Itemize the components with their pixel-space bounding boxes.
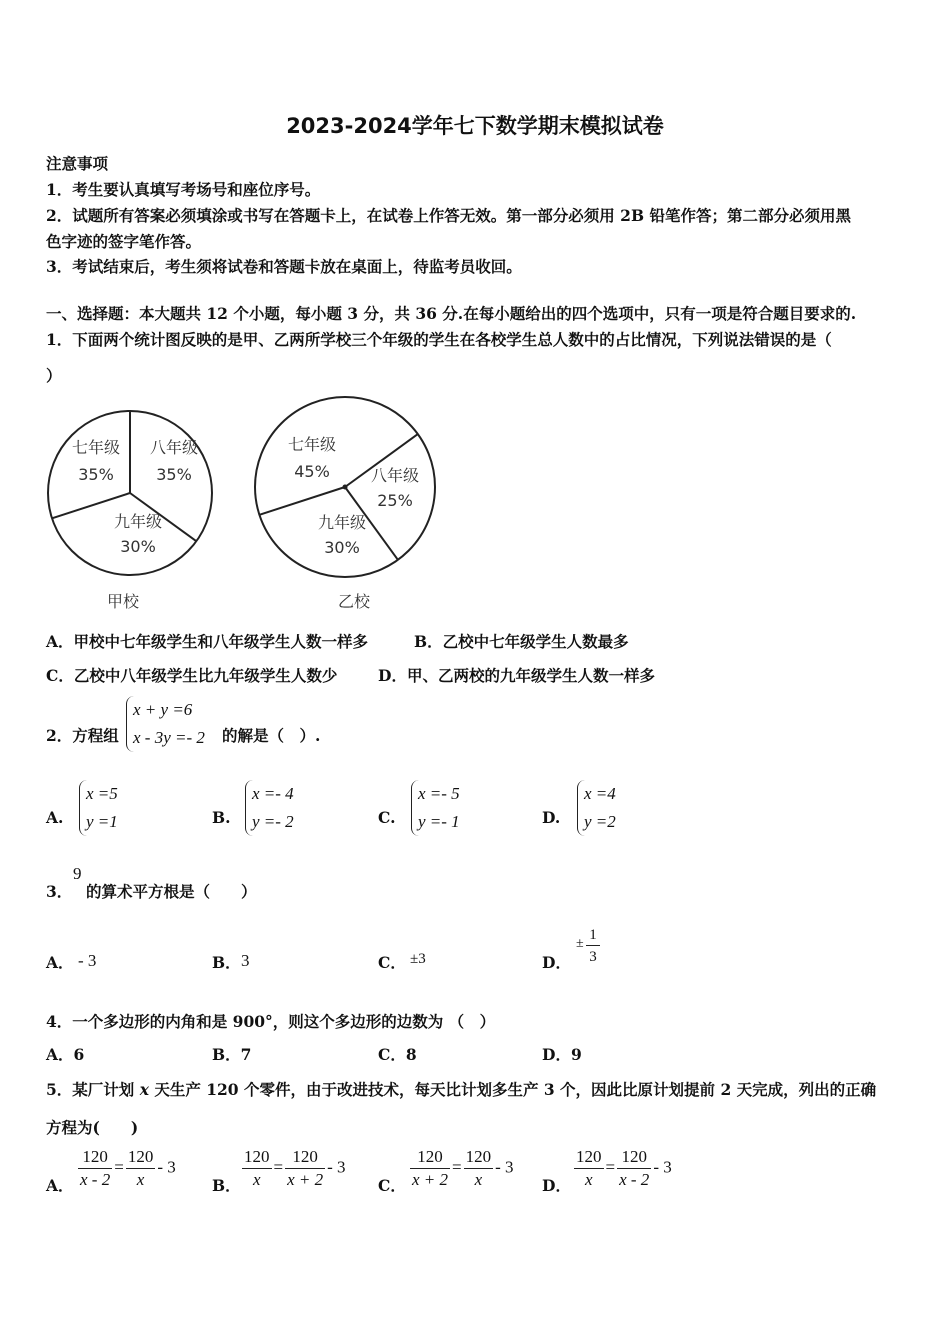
- q5-d-left-num: 120: [574, 1146, 604, 1169]
- q2-option-a: [79, 780, 118, 836]
- q2-option-a-x: x =5: [86, 784, 118, 803]
- q1-stem: 1．下面两个统计图反映的是甲、乙两所学校三个年级的学生在各校学生总人数中的占比情况，下列说法错误的是（: [46, 330, 832, 349]
- q1-option-c: C．乙校中八年级学生比九年级学生人数少: [46, 666, 338, 685]
- pie-b-label-grade7: 七年级: [287, 435, 337, 454]
- pie-b-title: 乙校: [337, 592, 371, 611]
- q5-option-c: $\frac{120}{x + 2}$ = $\frac{120}{x}$ - 3: [412, 1147, 514, 1189]
- q5-d-left-den: x: [584, 1170, 593, 1189]
- q5-c-left-den: x + 2: [412, 1170, 449, 1189]
- q5-a-tail: - 3: [157, 1157, 176, 1177]
- q2-label-a: A.: [46, 808, 64, 827]
- q5-stem-variable: x: [139, 1080, 149, 1099]
- q3-option-c: ±3: [410, 951, 426, 967]
- q4-option-d: D．9: [542, 1045, 582, 1064]
- q2-label-d: D.: [542, 808, 561, 827]
- notice-item-1: 1．考生要认真填写考场号和座位序号。: [46, 180, 321, 199]
- q5-d-tail: - 3: [653, 1157, 672, 1177]
- q3-option-a: - 3: [78, 951, 97, 970]
- q2-eq1: x + y =6: [133, 700, 193, 719]
- pie-a-value-grade9: 30%: [120, 537, 156, 556]
- q1-option-b: B．乙校中七年级学生人数最多: [414, 632, 629, 651]
- q5-d-right-num: 120: [617, 1146, 651, 1169]
- q3-suffix: 的算术平方根是（ ）: [86, 882, 257, 901]
- pie-a-label-grade9: 九年级: [113, 512, 163, 531]
- q5-option-a: $\frac{120}{x - 2}$ = $\frac{120}{x}$ - 3: [80, 1147, 176, 1189]
- q3-option-b: 3: [241, 951, 250, 970]
- q3-label-c: C．: [378, 953, 406, 972]
- q5-d-right-den: x - 2: [619, 1170, 650, 1189]
- q4-option-c: C．8: [378, 1045, 417, 1064]
- q5-stem-part2: 天生产 120 个零件，由于改进技术，每天比计划多生产 3 个，因此比原计划提前 2 天完成，列出的正确: [148, 1080, 877, 1099]
- q5-stem: [46, 1078, 876, 1100]
- q2-eq2: x - 3y =- 2: [133, 728, 205, 747]
- q1-stem-close: ）: [46, 366, 62, 385]
- pie-a-value-grade7: 35%: [78, 465, 114, 484]
- q4-option-a: A．6: [46, 1045, 85, 1064]
- q2-option-b-x: x =- 4: [252, 784, 294, 803]
- q2-option-d-x: x =4: [584, 784, 616, 803]
- q2-option-c-y: y =- 1: [418, 812, 460, 831]
- q2-option-c-x: x =- 5: [418, 784, 460, 803]
- pie-b-divider-3: [259, 487, 345, 515]
- q2-prefix: 2．方程组: [46, 726, 119, 745]
- q5-a-left-num: 120: [78, 1146, 112, 1169]
- page-title: 2023-2024学年七下数学期末模拟试卷: [286, 114, 664, 138]
- pie-a-label-grade8: 八年级: [149, 438, 199, 457]
- pie-b-value-grade9: 30%: [324, 538, 360, 557]
- q5-stem-part1: 5．某厂计划: [46, 1080, 140, 1099]
- q3-option-d-fraction: [586, 925, 600, 968]
- pie-b-label-grade8: 八年级: [370, 466, 420, 485]
- q5-option-b: $\frac{120}{x}$ = $\frac{120}{x + 2}$ - 3: [244, 1147, 346, 1189]
- section-heading: 一、选择题：本大题共 12 个小题，每小题 3 分，共 36 分.在每小题给出的四个选项中，只有一项是符合题目要求的.: [46, 304, 857, 323]
- q5-label-d: D．: [542, 1176, 571, 1195]
- notice-item-3: 3．考试结束后，考生须将试卷和答题卡放在桌面上，待监考员收回。: [46, 257, 522, 276]
- q5-a-right-den: x: [136, 1170, 145, 1189]
- pie-a-label-grade7: 七年级: [71, 438, 121, 457]
- q3-label-d: D．: [542, 953, 571, 972]
- q2-label-c: C.: [378, 808, 396, 827]
- q3-prefix: 3．: [46, 882, 73, 901]
- q2-system: [126, 696, 205, 752]
- q5-c-tail: - 3: [495, 1157, 514, 1177]
- q2-option-b: [245, 780, 294, 836]
- q5-a-right-num: 120: [126, 1146, 156, 1169]
- pie-b-label-grade9: 九年级: [317, 513, 367, 532]
- q2-option-b-y: y =- 2: [252, 812, 294, 831]
- q5-b-tail: - 3: [327, 1157, 346, 1177]
- notice-item-2: 2．试题所有答案必须填涂或书写在答题卡上，在试卷上作答无效。第一部分必须用 2B 铅笔作答；第二部分必须用黑: [46, 206, 851, 225]
- pie-a-title: 甲校: [106, 592, 140, 611]
- q4-stem: 4．一个多边形的内角和是 900°，则这个多边形的边数为 （ ）: [46, 1012, 496, 1031]
- q3-label-a: A．: [46, 953, 74, 972]
- q5-stem-cont: 方程为( ): [46, 1118, 139, 1137]
- q5-c-right-num: 120: [464, 1146, 494, 1169]
- q5-c-right-den: x: [474, 1170, 483, 1189]
- notice-item-2-cont: 色字迹的签字笔作答。: [46, 232, 202, 251]
- q1-option-a: A．甲校中七年级学生和八年级学生人数一样多: [46, 632, 369, 651]
- q2-option-a-y: y =1: [86, 812, 118, 831]
- q2-suffix: 的解是（ ）.: [222, 726, 321, 745]
- q3-option-d-sign: ±: [576, 936, 584, 951]
- q2-option-d: [577, 780, 616, 836]
- q5-b-left-den: x: [252, 1170, 261, 1189]
- q2-option-d-y: y =2: [584, 812, 616, 831]
- q5-b-left-num: 120: [242, 1146, 272, 1169]
- pie-b-value-grade7: 45%: [294, 462, 330, 481]
- q5-label-a: A．: [46, 1176, 74, 1195]
- q3-option-d-denominator: 3: [589, 949, 597, 965]
- q5-b-right-den: x + 2: [287, 1170, 324, 1189]
- pie-a-value-grade8: 35%: [156, 465, 192, 484]
- q5-label-c: C．: [378, 1176, 406, 1195]
- q3-label-b: B．: [212, 953, 241, 972]
- q5-option-d: $\frac{120}{x}$ = $\frac{120}{x - 2}$ - 3: [576, 1147, 672, 1189]
- q5-c-left-num: 120: [410, 1146, 450, 1169]
- pie-b-value-grade8: 25%: [377, 491, 413, 510]
- q3-radicand: 9: [73, 864, 82, 883]
- notice-heading: 注意事项: [46, 154, 109, 173]
- q2-option-c: [411, 780, 460, 836]
- q5-b-right-num: 120: [285, 1146, 325, 1169]
- pie-charts-figure: [40, 395, 440, 615]
- q3-option-d-numerator: 1: [586, 925, 600, 946]
- q4-option-b: B．7: [212, 1045, 252, 1064]
- q5-label-b: B．: [212, 1176, 241, 1195]
- q5-a-left-den: x - 2: [80, 1170, 111, 1189]
- q1-option-d: D．甲、乙两校的九年级学生人数一样多: [378, 666, 655, 685]
- q2-label-b: B.: [212, 808, 231, 827]
